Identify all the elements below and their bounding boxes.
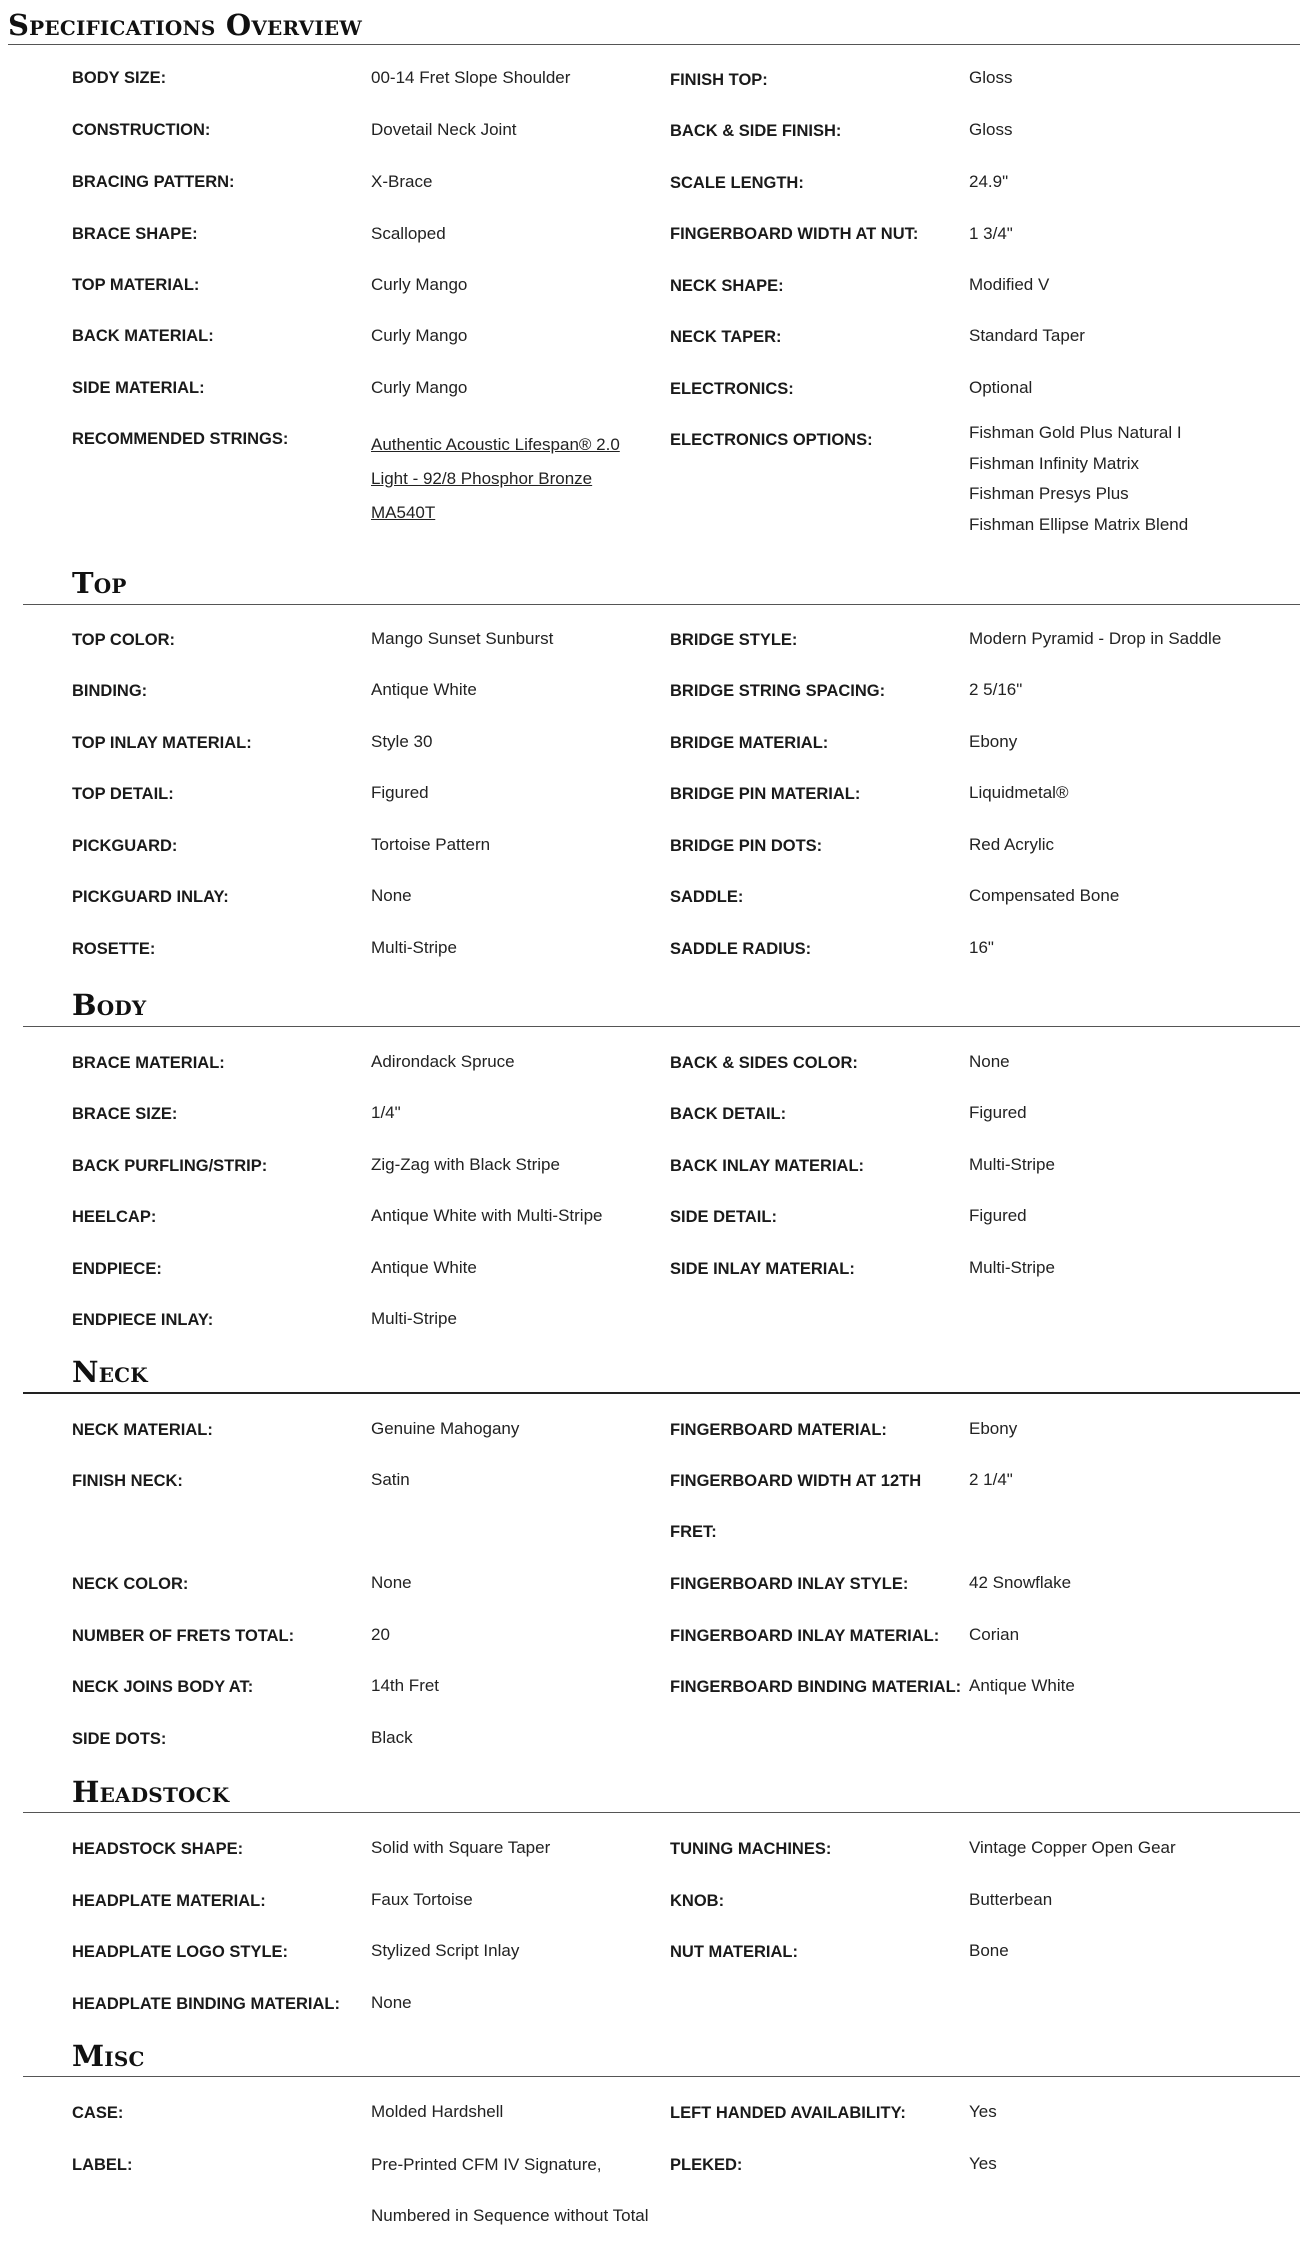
spec-value-headstock-shape: Solid with Square Taper — [371, 1838, 551, 1857]
section-divider-misc — [23, 2076, 1300, 2077]
page-title: Specifications Overview — [8, 8, 362, 42]
spec-value-finish-top: Gloss — [969, 68, 1013, 87]
spec-label-rosette: ROSETTE: — [72, 940, 156, 958]
spec-label-side-inlay-material: SIDE INLAY MATERIAL: — [670, 1260, 855, 1278]
spec-label-number-of-frets-total: NUMBER OF FRETS TOTAL: — [72, 1627, 295, 1645]
spec-label-fingerboard-inlay-style: FINGERBOARD INLAY STYLE: — [670, 1575, 909, 1593]
spec-label-pickguard-inlay: PICKGUARD INLAY: — [72, 888, 229, 906]
section-title-headstock: Headstock — [72, 1775, 230, 1809]
spec-label-headplate-material: HEADPLATE MATERIAL: — [72, 1892, 266, 1910]
section-title-misc: Misc — [72, 2039, 145, 2073]
spec-value-side-inlay-material: Multi-Stripe — [969, 1258, 1055, 1277]
spec-label-label: LABEL: — [72, 2156, 133, 2174]
spec-label-back-purfling-strip: BACK PURFLING/STRIP: — [72, 1157, 268, 1175]
spec-value-saddle: Compensated Bone — [969, 886, 1120, 905]
spec-value-scale-length: 24.9" — [969, 172, 1009, 191]
electronics-options-list — [969, 418, 1229, 540]
spec-label-tuning-machines: TUNING MACHINES: — [670, 1840, 832, 1858]
spec-value-brace-size: 1/4" — [371, 1103, 401, 1122]
spec-label-recommended-strings: RECOMMENDED STRINGS: — [72, 430, 289, 448]
spec-value-bridge-style: Modern Pyramid - Drop in Saddle — [969, 629, 1222, 648]
spec-value-case: Molded Hardshell — [371, 2102, 504, 2121]
spec-value-endpiece: Antique White — [371, 1258, 477, 1277]
spec-value-headplate-material: Faux Tortoise — [371, 1890, 473, 1909]
spec-label-binding: BINDING: — [72, 682, 148, 700]
electronics-option: Fishman Ellipse Matrix Blend — [969, 514, 1189, 534]
spec-value-finish-neck: Satin — [371, 1470, 410, 1489]
spec-label-saddle-radius: SADDLE RADIUS: — [670, 940, 812, 958]
spec-label-neck-color: NECK COLOR: — [72, 1575, 189, 1593]
spec-value-bridge-string-spacing: 2 5/16" — [969, 680, 1023, 699]
spec-value-bridge-pin-material: Liquidmetal® — [969, 783, 1069, 802]
spec-value-fingerboard-material: Ebony — [969, 1419, 1018, 1438]
spec-value-back-purfling-strip: Zig-Zag with Black Stripe — [371, 1155, 560, 1174]
spec-value-fingerboard-binding-material: Antique White — [969, 1676, 1075, 1695]
spec-value-fingerboard-inlay-material: Corian — [969, 1625, 1020, 1644]
spec-value-pickguard-inlay: None — [371, 886, 412, 905]
spec-value-top-inlay-material: Style 30 — [371, 732, 433, 751]
spec-label-brace-shape: BRACE SHAPE: — [72, 225, 198, 243]
spec-label-nut-material: NUT MATERIAL: — [670, 1943, 799, 1961]
spec-label-bridge-style: BRIDGE STYLE: — [670, 631, 798, 649]
spec-label-top-inlay-material: TOP INLAY MATERIAL: — [72, 734, 252, 752]
spec-label-top-material: TOP MATERIAL: — [72, 276, 200, 294]
spec-value-side-material: Curly Mango — [371, 378, 468, 397]
spec-label-bridge-pin-material: BRIDGE PIN MATERIAL: — [670, 785, 861, 803]
spec-value-rosette: Multi-Stripe — [371, 938, 457, 957]
spec-label-fingerboard-width-at-nut: FINGERBOARD WIDTH AT NUT: — [670, 225, 919, 243]
spec-value-brace-material: Adirondack Spruce — [371, 1052, 515, 1071]
spec-label-endpiece-inlay: ENDPIECE INLAY: — [72, 1311, 214, 1329]
spec-label-back-sides-color: BACK & SIDES COLOR: — [670, 1054, 858, 1072]
section-divider-top — [23, 604, 1300, 605]
spec-value-back-sides-color: None — [969, 1052, 1010, 1071]
spec-value-endpiece-inlay: Multi-Stripe — [371, 1309, 457, 1328]
spec-label-construction: CONSTRUCTION: — [72, 121, 211, 139]
spec-value-brace-shape: Scalloped — [371, 224, 446, 243]
section-title-top: Top — [72, 566, 127, 600]
spec-value-top-material: Curly Mango — [371, 275, 468, 294]
spec-label-neck-shape: NECK SHAPE: — [670, 277, 784, 295]
spec-label-body-size: BODY SIZE: — [72, 69, 167, 87]
section-divider-body — [23, 1026, 1300, 1027]
spec-label-headplate-logo-style: HEADPLATE LOGO STYLE: — [72, 1943, 289, 1961]
spec-label-knob: KNOB: — [670, 1892, 725, 1910]
spec-label-bridge-string-spacing: BRIDGE STRING SPACING: — [670, 682, 886, 700]
spec-value-tuning-machines: Vintage Copper Open Gear — [969, 1838, 1176, 1857]
spec-value-knob: Butterbean — [969, 1890, 1053, 1909]
spec-value-heelcap: Antique White with Multi-Stripe — [371, 1206, 603, 1225]
spec-label-neck-material: NECK MATERIAL: — [72, 1421, 213, 1439]
spec-value-bracing-pattern: X-Brace — [371, 172, 433, 191]
spec-label-headstock-shape: HEADSTOCK SHAPE: — [72, 1840, 244, 1858]
spec-value-nut-material: Bone — [969, 1941, 1009, 1960]
spec-label-bracing-pattern: BRACING PATTERN: — [72, 173, 235, 191]
spec-label-bridge-pin-dots: BRIDGE PIN DOTS: — [670, 837, 823, 855]
spec-label-side-dots: SIDE DOTS: — [72, 1730, 167, 1748]
spec-label-back-side-finish: BACK & SIDE FINISH: — [670, 122, 842, 140]
section-divider-neck — [23, 1392, 1300, 1394]
spec-label-fingerboard-width-at-12th-fret: FINGERBOARD WIDTH AT 12TH FRET: — [670, 1472, 922, 1541]
spec-value-back-side-finish: Gloss — [969, 120, 1013, 139]
spec-value-left-handed-availability: Yes — [969, 2102, 997, 2121]
spec-value-neck-color: None — [371, 1573, 412, 1592]
spec-value-headplate-binding-material: None — [371, 1993, 412, 2012]
spec-value-fingerboard-width-at-nut: 1 3/4" — [969, 224, 1013, 243]
spec-label-finish-neck: FINISH NECK: — [72, 1472, 183, 1490]
spec-label-fingerboard-inlay-material: FINGERBOARD INLAY MATERIAL: — [670, 1627, 940, 1645]
spec-value-number-of-frets-total: 20 — [371, 1625, 390, 1644]
spec-value-fingerboard-width-at-12th-fret: 2 1/4" — [969, 1470, 1013, 1489]
spec-value-neck-taper: Standard Taper — [969, 326, 1085, 345]
spec-value-neck-joins-body-at: 14th Fret — [371, 1676, 440, 1695]
spec-label-saddle: SADDLE: — [670, 888, 744, 906]
spec-value-headplate-logo-style: Stylized Script Inlay — [371, 1941, 520, 1960]
section-divider-headstock — [23, 1812, 1300, 1813]
spec-value-saddle-radius: 16" — [969, 938, 994, 957]
spec-label-neck-taper: NECK TAPER: — [670, 328, 782, 346]
spec-value-fingerboard-inlay-style: 42 Snowflake — [969, 1573, 1072, 1592]
section-title-body: Body — [72, 988, 147, 1022]
spec-value-bridge-material: Ebony — [969, 732, 1018, 751]
spec-value-pickguard: Tortoise Pattern — [371, 835, 491, 854]
recommended-strings-link[interactable]: Authentic Acoustic Lifespan® 2.0 Light - 92/8 Phosphor Bronze MA540T — [371, 435, 620, 522]
spec-value-label: Pre-Printed CFM IV Signature, Numbered in Sequence without Total — [371, 2155, 649, 2225]
spec-value-side-dots: Black — [371, 1728, 413, 1747]
spec-value-bridge-pin-dots: Red Acrylic — [969, 835, 1055, 854]
spec-label-heelcap: HEELCAP: — [72, 1208, 157, 1226]
spec-label-finish-top: FINISH TOP: — [670, 71, 768, 89]
spec-value-electronics: Optional — [969, 378, 1033, 397]
spec-value-body-size: 00-14 Fret Slope Shoulder — [371, 68, 571, 87]
spec-label-endpiece: ENDPIECE: — [72, 1260, 162, 1278]
spec-label-bridge-material: BRIDGE MATERIAL: — [670, 734, 829, 752]
spec-label-electronics-options: ELECTRONICS OPTIONS: — [670, 431, 873, 449]
spec-label-top-detail: TOP DETAIL: — [72, 785, 174, 803]
spec-value-back-material: Curly Mango — [371, 326, 468, 345]
spec-value-pleked: Yes — [969, 2154, 997, 2173]
spec-value-top-color: Mango Sunset Sunburst — [371, 629, 554, 648]
spec-label-left-handed-availability: LEFT HANDED AVAILABILITY: — [670, 2104, 906, 2122]
spec-value-neck-material: Genuine Mahogany — [371, 1419, 520, 1438]
spec-value-side-detail: Figured — [969, 1206, 1027, 1225]
electronics-option: Fishman Infinity Matrix — [969, 453, 1140, 473]
spec-label-top-color: TOP COLOR: — [72, 631, 175, 649]
spec-label-back-inlay-material: BACK INLAY MATERIAL: — [670, 1157, 865, 1175]
spec-label-pleked: PLEKED: — [670, 2156, 743, 2174]
spec-label-fingerboard-binding-material: FINGERBOARD BINDING MATERIAL: — [670, 1678, 962, 1696]
electronics-option: Fishman Presys Plus — [969, 484, 1129, 503]
spec-label-pickguard: PICKGUARD: — [72, 837, 178, 855]
spec-value-back-inlay-material: Multi-Stripe — [969, 1155, 1055, 1174]
spec-value-top-detail: Figured — [371, 783, 429, 802]
spec-label-headplate-binding-material: HEADPLATE BINDING MATERIAL: — [72, 1995, 340, 2013]
spec-label-back-material: BACK MATERIAL: — [72, 327, 214, 345]
title-divider — [8, 44, 1300, 45]
spec-label-brace-size: BRACE SIZE: — [72, 1105, 178, 1123]
electronics-option: Fishman Gold Plus Natural I — [969, 423, 1182, 442]
spec-label-back-detail: BACK DETAIL: — [670, 1105, 787, 1123]
spec-value-neck-shape: Modified V — [969, 275, 1050, 294]
spec-value-back-detail: Figured — [969, 1103, 1027, 1122]
spec-label-side-detail: SIDE DETAIL: — [670, 1208, 777, 1226]
spec-label-scale-length: SCALE LENGTH: — [670, 174, 804, 192]
spec-label-brace-material: BRACE MATERIAL: — [72, 1054, 225, 1072]
spec-label-case: CASE: — [72, 2104, 124, 2122]
spec-label-side-material: SIDE MATERIAL: — [72, 379, 205, 397]
spec-label-neck-joins-body-at: NECK JOINS BODY AT: — [72, 1678, 254, 1696]
section-title-neck: Neck — [72, 1355, 148, 1389]
spec-value-construction: Dovetail Neck Joint — [371, 120, 517, 139]
spec-label-electronics: ELECTRONICS: — [670, 380, 794, 398]
spec-label-fingerboard-material: FINGERBOARD MATERIAL: — [670, 1421, 887, 1439]
spec-value-binding: Antique White — [371, 680, 477, 699]
